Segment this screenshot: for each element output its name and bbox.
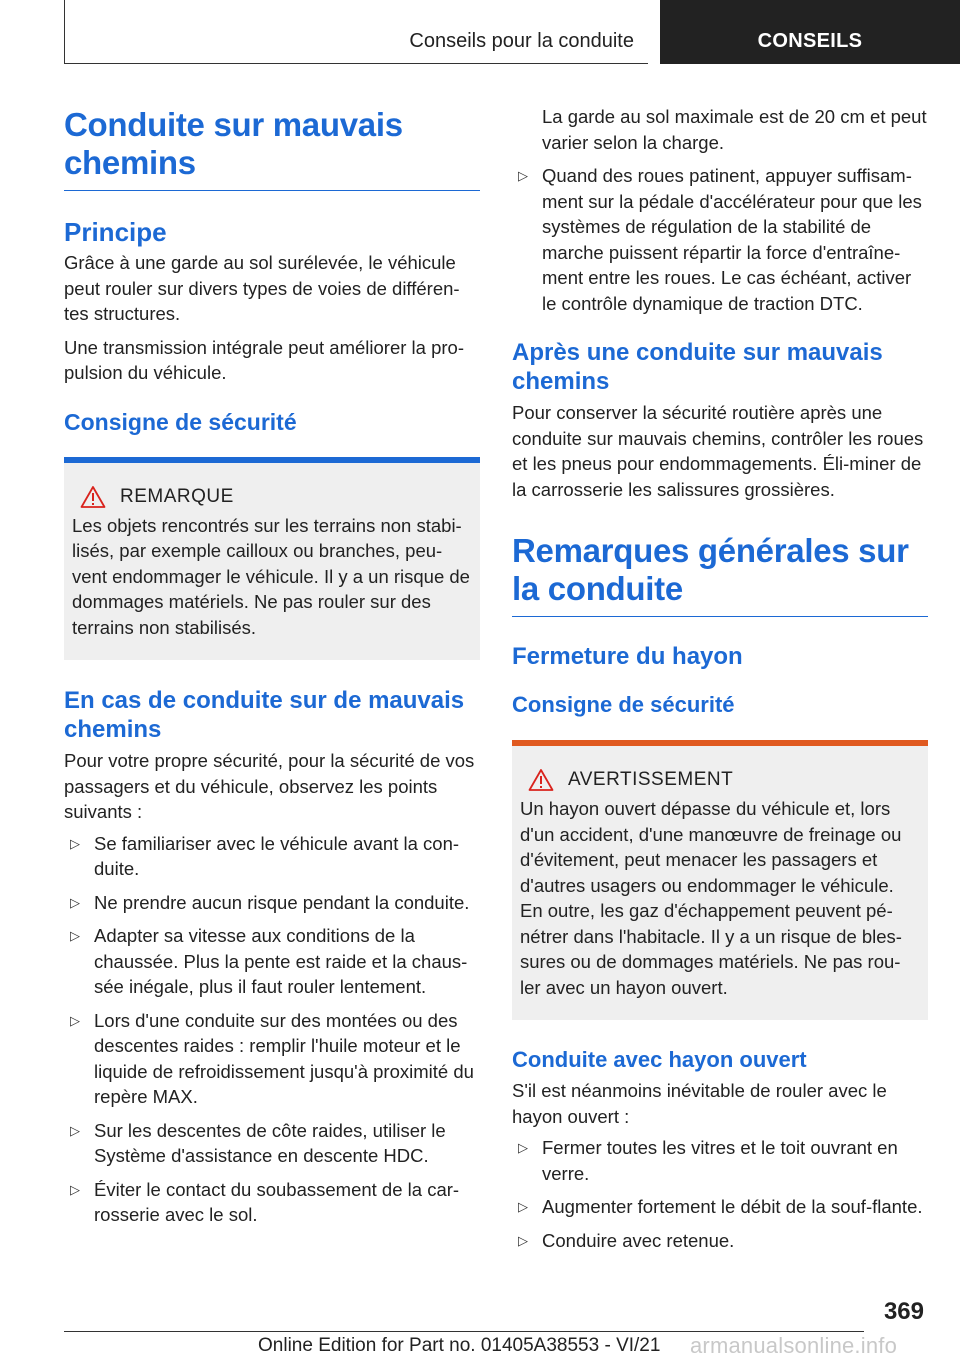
continued-list [512,163,928,316]
principe-paragraph-2: Une transmission intégrale peut améliorer la pro-pulsion du véhicule. [64,336,464,383]
bullet-icon: ▷ [70,1122,80,1138]
main-heading: Conduite sur mauvais chemins [64,96,480,191]
warning-triangle-icon [528,768,554,792]
list-item: ▷ Quand des roues patinent, appuyer suffisam-ment sur la pédale d'accélérateur pour que les systèmes de régulation de la stabilité de marche puissent répartir la force d'entraîne-ment entre les roues. Le cas échéant, activer le contrôle dynamique de traction DTC. [518,165,922,314]
list-item: ▷ Éviter le contact du soubassement de la car-rosserie avec le sol. [70,1178,460,1225]
bullet-icon: ▷ [70,928,80,943]
notice-header [72,485,472,509]
bullet-icon: ▷ [518,1232,528,1248]
after-heading: Après une conduite sur mauvais chemins [512,339,883,395]
bullet-icon: ▷ [518,1140,528,1155]
list-item: ▷ Conduire avec retenue. [512,1228,928,1254]
warning-text: Un hayon ouvert dépasse du véhicule et, lors d'un accident, d'une manœuvre de freinage ou d'évitement, peut menacer les passagers et d'autres usagers ou endommager le véhicule. En outre, les gaz d'échappement peuvent pé-nétrer dans l'habitacle. Il y a un risque de bles-sures ou de dommages matériels. Ne pas rou-ler avec un hayon ouvert. [520,798,902,998]
warning-label: AVERTISSEMENT [568,769,734,790]
notice-label: REMARQUE [120,485,234,507]
open-tailgate-intro: S'il est néanmoins inévitable de rouler avec le hayon ouvert : [512,1080,887,1127]
bullet-icon: ▷ [70,1012,80,1028]
warning-box [512,740,928,1020]
footer-divider [64,1331,864,1332]
principe-paragraph-1: Grâce à une garde au sol surélevée, le véhicule peut rouler sur divers types de voies de différen-tes structures. [64,252,460,324]
list-item: ▷ Se familiariser avec le véhicule avant la con-duite. [70,832,460,879]
watermark-text: armanualsonline.info [690,1333,898,1358]
bullet-icon: ▷ [518,1199,528,1214]
notice-box [64,457,480,661]
continued-text: La garde au sol maximale est de 20 cm et peut varier selon la charge. [542,106,927,153]
left-column [64,96,480,1228]
bad-roads-intro: Pour votre propre sécurité, pour la sécurité de vos passagers et du véhicule, observez les points suivants : [64,750,475,822]
list-item: ▷ Lors d'une conduite sur des montées ou des descentes raides : remplir l'huile moteur et le liquide de refroidissement jusqu'à proximité du repère MAX. [70,1009,474,1107]
list-item: ▷ Augmenter fortement le débit de la souf-flante. [512,1194,928,1220]
section-title: Conseils pour la conduite [64,0,648,64]
bullet-icon: ▷ [70,894,80,910]
tailgate-heading: Fermeture du hayon [512,643,743,670]
list-item: ▷ Ne prendre aucun risque pendant la conduite. [64,890,480,916]
notice-text: Les objets rencontrés sur les terrains non stabi-lisés, par exemple cailloux ou branches, peu-vent endommager le véhicule. Il y a un risque de dommages matériels. Ne pas rouler sur des terrains non stabilisés. [72,514,470,638]
principe-heading: Principe [64,217,167,247]
warning-triangle-icon [80,485,106,509]
right-column [512,104,928,1253]
list-item: ▷ Adapter sa vitesse aux conditions de la chaussée. Plus la pente est raide et la chaus-sée inégale, plus il faut rouler lentement. [70,925,468,997]
bullet-icon: ▷ [70,1181,80,1197]
edition-text: Online Edition for Part no. 01405A38553 - VI/21 [258,1335,661,1356]
general-remarks-heading: Remarques générales sur la conduite [512,532,928,617]
open-tailgate-heading: Conduite avec hayon ouvert [512,1047,807,1072]
list-item: ▷ Fermer toutes les vitres et le toit ouvrant en verre. [518,1137,898,1184]
warning-header [520,768,920,792]
open-tailgate-list [512,1135,928,1253]
chapter-tab: CONSEILS [660,0,960,64]
safety-heading: Consigne de sécurité [64,408,297,435]
tailgate-safety-heading: Consigne de sécurité [512,692,735,717]
bad-roads-heading: En cas de conduite sur de mauvais chemins [64,687,465,743]
after-text: Pour conserver la sécurité routière après une conduite sur mauvais chemins, contrôler les roues et les pneus pour endommagements. Éli-miner de la carrosserie les salissures grossières. [512,402,924,500]
page-header [64,0,960,66]
bullet-icon: ▷ [70,835,80,851]
bad-roads-list [64,831,480,1228]
page-number: 369 [883,1298,924,1325]
bullet-icon: ▷ [518,168,528,183]
list-item: ▷ Sur les descentes de côte raides, utiliser le Système d'assistance en descente HDC. [70,1119,446,1166]
